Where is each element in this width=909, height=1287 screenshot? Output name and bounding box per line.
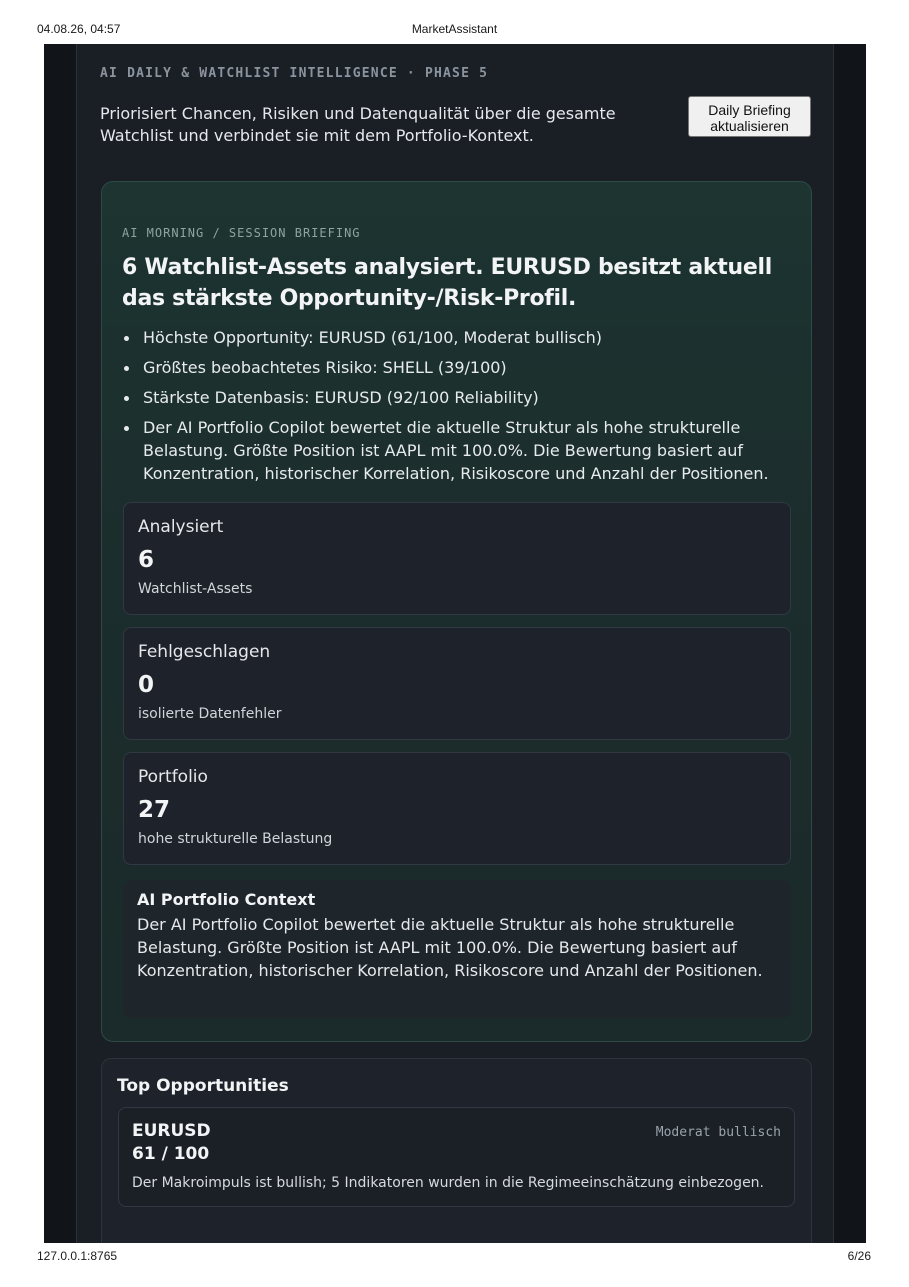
stat-label: Analysiert bbox=[138, 517, 224, 537]
stat-subtext: isolierte Datenfehler bbox=[138, 706, 282, 722]
intelligence-panel bbox=[76, 44, 834, 1243]
briefing-bullet: Stärkste Datenbasis: EURUSD (92/100 Reliability) bbox=[122, 386, 797, 409]
opportunity-item[interactable] bbox=[118, 1107, 795, 1207]
context-text: Der AI Portfolio Copilot bewertet die aktuelle Struktur als hohe strukturelle Belastung. Größte Position ist AAPL mit 100.0%. Die Bewertung basiert auf Konzentration, historischer Korrelation, Risikoscore und Anzahl der Positionen. bbox=[137, 915, 763, 980]
section-kicker: AI DAILY & WATCHLIST INTELLIGENCE · PHASE 5 bbox=[100, 66, 489, 81]
stat-card-analysiert bbox=[123, 502, 791, 615]
opportunity-symbol: EURUSD bbox=[132, 1121, 211, 1141]
page-viewport bbox=[44, 44, 866, 1243]
briefing-bullet: Größtes beobachtetes Risiko: SHELL (39/100) bbox=[122, 356, 797, 379]
print-page-number: 6/26 bbox=[847, 1249, 871, 1263]
stat-value: 6 bbox=[138, 547, 155, 573]
opportunity-regime: Moderat bullisch bbox=[655, 1125, 781, 1140]
stat-value: 27 bbox=[138, 797, 171, 823]
stat-card-fehlgeschlagen bbox=[123, 627, 791, 740]
briefing-bullet: Der AI Portfolio Copilot bewertet die aktuelle Struktur als hohe strukturelle Belastung. Größte Position ist AAPL mit 100.0%. Die Bewertung basiert auf Konzentration, historischer Korrelation, Risikoscore und Anzahl der Positionen. bbox=[122, 416, 797, 485]
opportunity-score: 61 / 100 bbox=[132, 1144, 210, 1164]
stat-subtext: Watchlist-Assets bbox=[138, 581, 253, 597]
opportunity-description: Der Makroimpuls ist bullish; 5 Indikatoren wurden in die Regimeeinschätzung einbezogen. bbox=[132, 1175, 765, 1191]
print-url: 127.0.0.1:8765 bbox=[37, 1249, 118, 1263]
briefing-bullets bbox=[122, 326, 797, 492]
briefing-title: 6 Watchlist-Assets analysiert. EURUSD besitzt aktuell das stärkste Opportunity-/Risk-Profil. bbox=[122, 255, 772, 311]
print-datetime: 04.08.26, 04:57 bbox=[37, 22, 121, 36]
opportunities-title: Top Opportunities bbox=[117, 1076, 289, 1096]
top-opportunities-card bbox=[101, 1058, 812, 1243]
refresh-button-line2: aktualisieren bbox=[710, 118, 789, 134]
stat-card-portfolio bbox=[123, 752, 791, 865]
print-footer bbox=[0, 1249, 909, 1265]
print-header bbox=[0, 22, 909, 38]
session-briefing-card bbox=[101, 181, 812, 1042]
stat-label: Portfolio bbox=[138, 767, 208, 787]
context-title: AI Portfolio Context bbox=[137, 890, 316, 909]
briefing-bullet: Höchste Opportunity: EURUSD (61/100, Moderat bullisch) bbox=[122, 326, 797, 349]
stat-subtext: hohe strukturelle Belastung bbox=[138, 831, 333, 847]
print-page-title: MarketAssistant bbox=[411, 22, 498, 36]
stat-value: 0 bbox=[138, 672, 155, 698]
refresh-briefing-button[interactable] bbox=[688, 96, 811, 137]
refresh-button-line1: Daily Briefing bbox=[708, 102, 791, 118]
section-description: Priorisiert Chancen, Risiken und Datenqualität über die gesamte Watchlist und verbindet sie mit dem Portfolio-Kontext. bbox=[100, 104, 616, 145]
portfolio-context-box bbox=[123, 880, 791, 1018]
briefing-kicker: AI MORNING / SESSION BRIEFING bbox=[122, 226, 361, 240]
stat-label: Fehlgeschlagen bbox=[138, 642, 271, 662]
